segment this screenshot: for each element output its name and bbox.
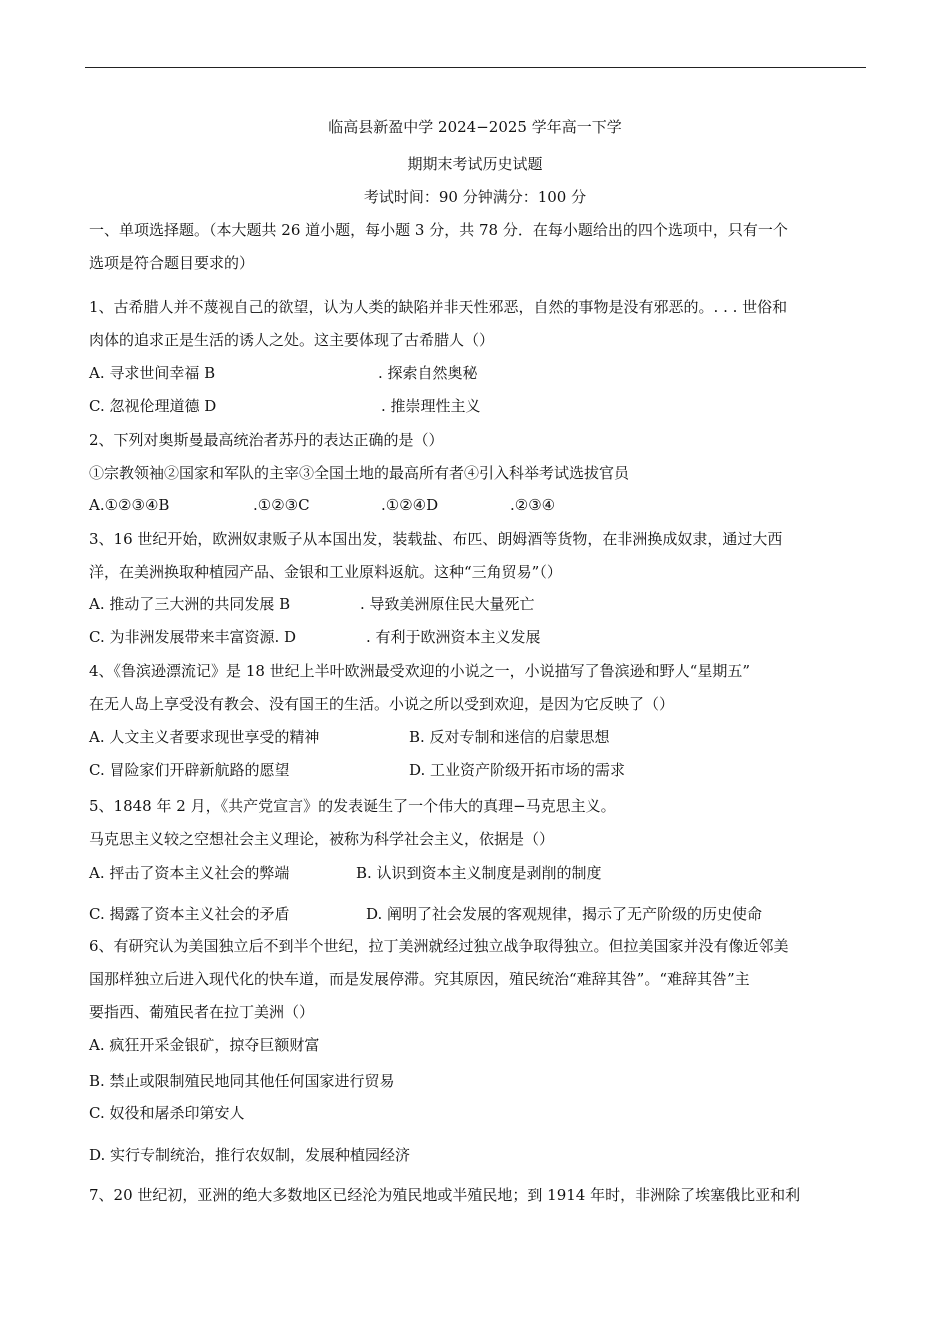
question-5-option-c: C. 揭露了资本主义社会的矛盾 — [89, 905, 290, 923]
question-3-option-a: A. 推动了三大洲的共同发展 B — [89, 595, 291, 613]
question-1-stem-cont: 肉体的追求正是生活的诱人之处。这主要体现了古希腊人（） — [89, 331, 495, 349]
question-2-option-c: .①②④D — [381, 496, 439, 514]
exam-title-line1: 临高县新盈中学 2024−2025 学年高一下学 — [328, 118, 622, 136]
question-4-option-b: B. 反对专制和迷信的启蒙思想 — [409, 728, 610, 746]
question-6-option-b: B. 禁止或限制殖民地同其他任何国家进行贸易 — [89, 1072, 395, 1090]
question-6-stem-cont-2: 要指西、葡殖民者在拉丁美洲（） — [89, 1003, 315, 1021]
question-3-stem: 3、16 世纪开始，欧洲奴隶贩子从本国出发，装载盐、布匹、朗姆酒等货物，在非洲换成奴隶，通过大西 — [89, 530, 783, 548]
question-1-stem: 1、古希腊人并不蔑视自己的欲望，认为人类的缺陷并非天性邪恶，自然的事物是没有邪恶的。. . . 世俗和 — [89, 298, 788, 316]
question-2-stem-cont: ①宗教领袖②国家和军队的主宰③全国土地的最高所有者④引入科举考试选拔官员 — [89, 464, 630, 482]
question-4-option-c: C. 冒险家们开辟新航路的愿望 — [89, 761, 290, 779]
question-2-option-d: .②③④ — [510, 496, 556, 514]
question-4-stem: 4、《鲁滨逊漂流记》是 18 世纪上半叶欧洲最受欢迎的小说之一，小说描写了鲁滨逊和野人“星期五” — [89, 662, 751, 680]
question-3-stem-cont: 洋，在美洲换取种植园产品、金银和工业原料返航。这种“三角贸易”（） — [89, 563, 562, 581]
question-6-option-c: C. 奴役和屠杀印第安人 — [89, 1104, 245, 1122]
section-heading: 一、单项选择题。（本大题共 26 道小题，每小题 3 分，共 78 分．在每小题给出的四个选项中，只有一个 — [89, 221, 788, 239]
question-6-option-d: D. 实行专制统治，推行农奴制，发展种植园经济 — [89, 1146, 411, 1164]
exam-time-info: 考试时间：90 分钟满分：100 分 — [363, 188, 587, 206]
question-4-option-d: D. 工业资产阶级开拓市场的需求 — [409, 761, 626, 779]
question-3-option-d: . 有利于欧洲资本主义发展 — [366, 628, 541, 646]
question-4-option-a: A. 人文主义者要求现世享受的精神 — [89, 728, 320, 746]
question-1-option-d: . 推崇理性主义 — [381, 397, 481, 415]
question-3-option-b: . 导致美洲原住民大量死亡 — [360, 595, 535, 613]
question-6-stem: 6、有研究认为美国独立后不到半个世纪，拉丁美洲就经过独立战争取得独立。但拉美国家并没有像近邻美 — [89, 937, 789, 955]
question-6-option-a: A. 疯狂开采金银矿，掠夺巨额财富 — [89, 1036, 320, 1054]
question-5-stem-cont: 马克思主义较之空想社会主义理论，被称为科学社会主义，依据是（） — [89, 830, 555, 848]
header-rule — [85, 67, 866, 68]
exam-title-line2: 期期末考试历史试题 — [407, 155, 543, 173]
question-5-option-d: D. 阐明了社会发展的客观规律，揭示了无产阶级的历史使命 — [366, 905, 763, 923]
question-1-option-b: . 探索自然奥秘 — [378, 364, 478, 382]
question-2-stem: 2、下列对奥斯曼最高统治者苏丹的表达正确的是（） — [89, 431, 444, 449]
question-7-stem: 7、20 世纪初，亚洲的绝大多数地区已经沦为殖民地或半殖民地；到 1914 年时，非洲除了埃塞俄比亚和利 — [89, 1186, 801, 1204]
question-6-stem-cont: 国那样独立后进入现代化的快车道，而是发展停滞。究其原因，殖民统治“难辞其咎”。“难辞其咎”主 — [89, 970, 750, 988]
section-heading-cont: 选项是符合题目要求的） — [89, 254, 255, 272]
question-1-option-c: C. 忽视伦理道德 D — [89, 397, 217, 415]
question-3-option-c: C. 为非洲发展带来丰富资源. D — [89, 628, 297, 646]
question-1-option-a: A. 寻求世间幸福 B — [89, 364, 216, 382]
question-2-option-a: A.①②③④B — [89, 496, 170, 514]
question-4-stem-cont: 在无人岛上享受没有教会、没有国王的生活。小说之所以受到欢迎，是因为它反映了（） — [89, 695, 675, 713]
question-2-option-b: .①②③C — [253, 496, 310, 514]
question-5-option-a: A. 抨击了资本主义社会的弊端 — [89, 864, 290, 882]
question-5-stem: 5、1848 年 2 月，《共产党宣言》的发表诞生了一个伟大的真理−马克思主义。 — [89, 797, 616, 815]
question-5-option-b: B. 认识到资本主义制度是剥削的制度 — [356, 864, 602, 882]
